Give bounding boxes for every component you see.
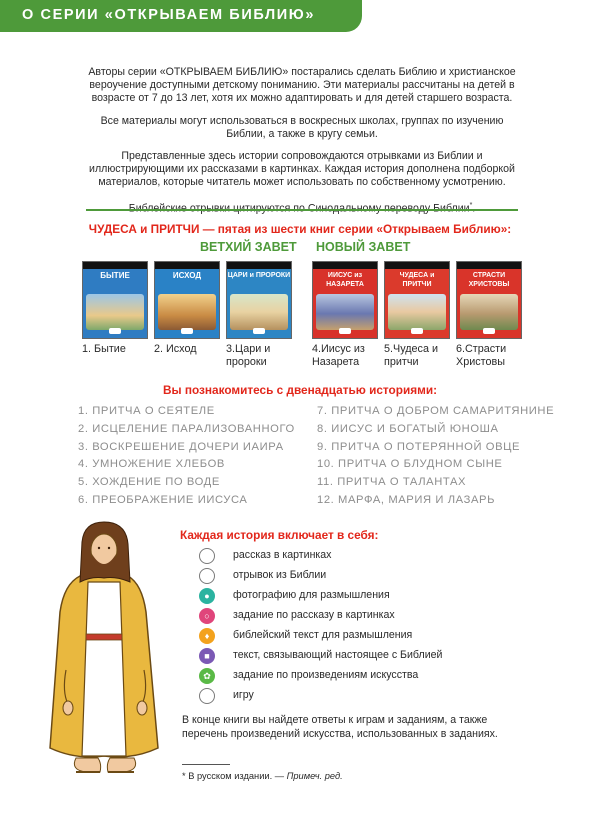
new-testament-label: НОВЫЙ ЗАВЕТ	[316, 240, 411, 254]
section-header	[0, 0, 362, 32]
book-cover-title: ЦАРИ и ПРОРОКИ	[227, 272, 291, 279]
story-item: 5. ХОЖДЕНИЕ ПО ВОДЕ	[78, 476, 220, 489]
series-heading: ЧУДЕСА и ПРИТЧИ — пятая из шести книг серии «Открываем Библию»:	[88, 222, 512, 236]
story-item: 4. УМНОЖЕНИЕ ХЛЕБОВ	[78, 458, 225, 471]
book-cover-exodus	[154, 261, 220, 339]
story-item: 12. МАРФА, МАРИЯ И ЛАЗАРЬ	[317, 493, 496, 506]
include-item	[199, 568, 519, 586]
stories-list-left	[78, 405, 295, 512]
include-label: отрывок из Библии	[233, 569, 327, 581]
book-cover-title: БЫТИЕ	[100, 271, 130, 280]
intro-paragraph-2: Все материалы могут использоваться в воскресных школах, группах по изучению Библии, а также в кругу семьи.	[100, 114, 504, 140]
footnote-note: Примеч. ред.	[286, 771, 343, 781]
story-item: 7. ПРИТЧА О ДОБРОМ САМАРИТЯНИНЕ	[317, 405, 555, 417]
include-item	[199, 588, 519, 606]
stories-heading: Вы познакомитесь с двенадцатью историями:	[162, 383, 438, 397]
picture-icon: ■	[199, 648, 215, 664]
book-cover-miracles-and-parables	[384, 261, 450, 339]
camera-icon: ●	[199, 588, 215, 604]
book-cover-genesis	[82, 261, 148, 339]
include-item	[199, 668, 519, 686]
book-cover-kings	[226, 261, 292, 339]
stories-list-right	[317, 405, 554, 512]
story-item: 3. ВОСКРЕШЕНИЕ ДОЧЕРИ ИАИРА	[78, 440, 284, 453]
footnote	[182, 771, 343, 781]
jesus-figure-illustration	[46, 520, 164, 788]
book-cover-title: СТРАСТИ ХРИСТОВЫ	[468, 272, 510, 288]
include-label: рассказ в картинках	[233, 549, 332, 561]
include-item	[199, 628, 519, 646]
intro-paragraph-3: Представленные здесь истории сопровождаются отрывками из Библии и иллюстрирующими их рассказами в картинках. Каждая история дополнена подборкой материалов, которые читатель может использовать по собственному усмотрению.	[89, 150, 515, 189]
book-cover-title: ЧУДЕСА и ПРИТЧИ	[399, 272, 435, 288]
include-label: фотографию для размышления	[233, 589, 390, 601]
section-title: О СЕРИИ «ОТКРЫВАЕМ БИБЛИЮ»	[22, 7, 316, 23]
book-label: 3.Цари и пророки	[226, 343, 271, 368]
story-item: 10. ПРИТЧА О БЛУДНОМ СЫНЕ	[317, 458, 503, 471]
include-label: задание по рассказу в картинках	[233, 609, 395, 621]
palette-icon: ✿	[199, 668, 215, 684]
footnote-marker: *	[469, 201, 473, 209]
old-testament-label: ВЕТХИЙ ЗАВЕТ	[200, 240, 297, 254]
story-item: 6. ПРЕОБРАЖЕНИЕ ИИСУСА	[78, 493, 248, 506]
lightbulb-icon: ♦	[199, 628, 215, 644]
book-label: 1. Бытие	[82, 343, 126, 355]
magnifier-icon: ○	[199, 608, 215, 624]
book-label: 5.Чудеса и притчи	[384, 343, 438, 368]
footnote-text: В русском издании. —	[185, 771, 287, 781]
include-item	[199, 608, 519, 626]
empty-circle-icon	[199, 548, 215, 564]
intro-paragraph-4	[86, 199, 518, 216]
include-label: библейский текст для размышления	[233, 629, 413, 641]
story-item: 9. ПРИТЧА О ПОТЕРЯННОЙ ОВЦЕ	[317, 440, 521, 453]
book-label: 4.Иисус из Назарета	[312, 343, 365, 368]
include-label: текст, связывающий настоящее с Библией	[233, 649, 443, 661]
footnote-rule	[182, 764, 230, 765]
book-cover-title: ИСХОД	[172, 271, 202, 280]
story-item: 2. ИСЦЕЛЕНИЕ ПАРАЛИЗОВАННОГО	[78, 422, 295, 435]
book-cover-title: ИИСУС из НАЗАРЕТА	[326, 272, 364, 288]
closing-text: В конце книги вы найдете ответы к играм и заданиям, а также перечень произведений искусства, использованных в заданиях.	[182, 714, 498, 740]
story-item: 11. ПРИТЧА О ТАЛАНТАХ	[317, 476, 467, 489]
include-item	[199, 648, 519, 666]
includes-heading: Каждая история включает в себя:	[180, 528, 379, 542]
book-cover-passion	[456, 261, 522, 339]
include-label: игру	[233, 689, 254, 701]
intro-text	[86, 66, 518, 215]
empty-circle-icon	[199, 568, 215, 584]
book-label: 2. Исход	[154, 343, 197, 355]
include-item	[199, 688, 519, 706]
story-item: 8. ИИСУС И БОГАТЫЙ ЮНОША	[317, 422, 499, 435]
footnote-mark: *	[182, 771, 186, 781]
divider	[86, 209, 518, 211]
intro-paragraph-1: Авторы серии «ОТКРЫВАЕМ БИБЛИЮ» постарались сделать Библию и христианское вероучение доступными детскому пониманию. Эти материалы рассчитаны на детей в возрасте от 7 до 13 лет, хотя их можно адаптировать и для детей старшего возраста.	[88, 66, 516, 105]
story-item: 1. ПРИТЧА О СЕЯТЕЛЕ	[78, 405, 215, 417]
empty-circle-icon	[199, 688, 215, 704]
book-cover-jesus-of-nazareth	[312, 261, 378, 339]
include-item	[199, 548, 519, 566]
book-label: 6.Страсти Христовы	[456, 343, 507, 368]
include-label: задание по произведениям искусства	[233, 669, 419, 681]
